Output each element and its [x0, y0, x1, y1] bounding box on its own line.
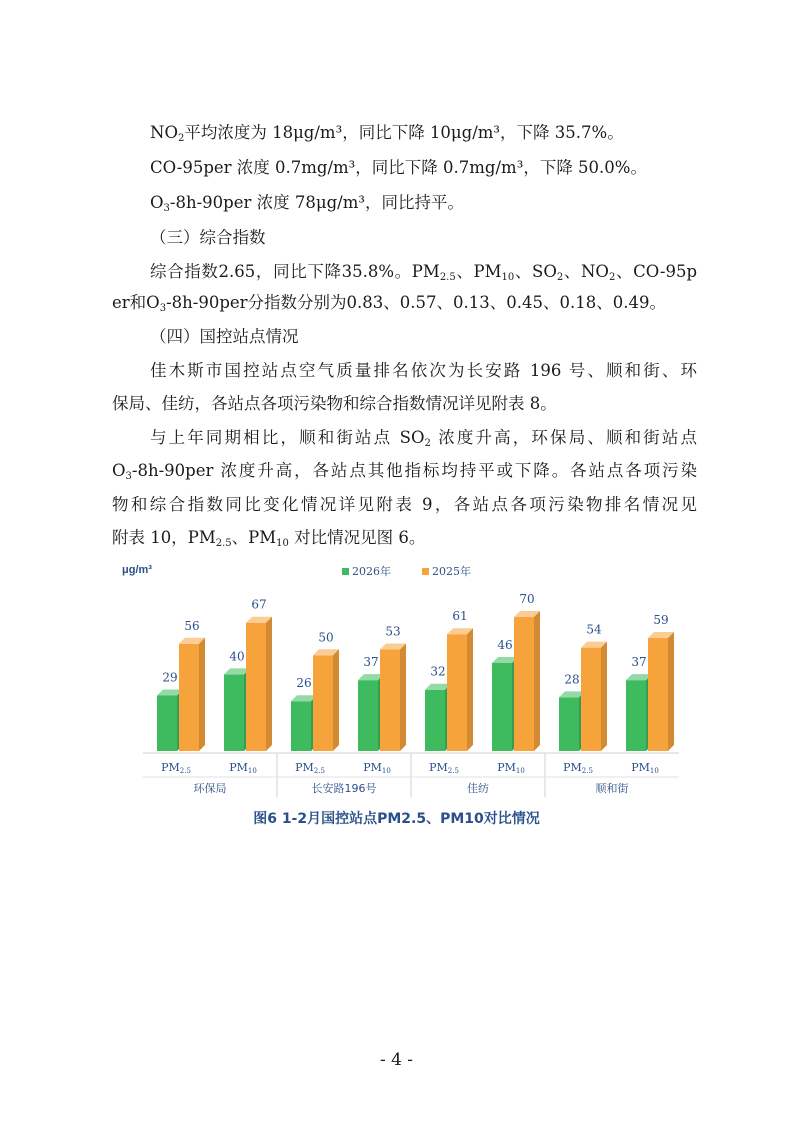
bar-chart [110, 555, 705, 805]
x-tick-label: PM10 [363, 761, 391, 775]
paragraph-compare-line2 [112, 460, 697, 482]
bar-2025 [313, 655, 333, 751]
text: -8h-90per分指数分别为0.83、0.57、0.13、0.45、0.18、0.49。 [166, 293, 666, 312]
text: 、PM [455, 262, 502, 281]
bar-2025-side [333, 649, 339, 751]
bar-2025-side [266, 617, 272, 751]
bar-2026 [157, 695, 177, 751]
data-label: 26 [296, 676, 312, 691]
bar-2025 [514, 617, 534, 751]
text: NO [150, 123, 178, 142]
bar-2026 [626, 680, 646, 751]
bar-2026 [291, 701, 311, 751]
x-tick-label: PM2.5 [429, 761, 459, 775]
legend-swatch [342, 568, 349, 575]
bar-2025 [380, 650, 400, 751]
text: O [112, 461, 126, 480]
legend-label: 2025年 [432, 565, 471, 578]
text: 与上年同期相比，顺和街站点 SO [150, 428, 425, 447]
subscript: 2.5 [215, 538, 232, 549]
text: 、SO [514, 262, 557, 281]
data-label: 50 [318, 630, 334, 645]
bar-2025 [447, 634, 467, 751]
bar-2025 [179, 644, 199, 751]
chart-svg [110, 555, 705, 805]
data-label: 67 [251, 597, 267, 612]
x-group-label: 环保局 [193, 782, 227, 795]
bar-2025-side [199, 638, 205, 751]
bar-2025 [246, 623, 266, 751]
legend-label: 2026年 [352, 565, 391, 578]
paragraph-index-line1 [150, 261, 697, 283]
x-tick-label: PM2.5 [563, 761, 593, 775]
data-label: 54 [586, 622, 602, 637]
paragraph-index-line2 [112, 292, 666, 314]
section-heading-composite-index: （三）综合指数 [150, 228, 266, 247]
bar-2025-side [601, 642, 607, 751]
bar-2025-side [534, 611, 540, 751]
subscript: 2.5 [439, 272, 456, 283]
data-label: 46 [497, 637, 513, 652]
bar-2025-side [400, 644, 406, 751]
text: -8h-90per 浓度升高，各站点其他指标均持平或下降。各站点各项污染 [131, 461, 697, 480]
legend-swatch [422, 568, 429, 575]
subscript: 2 [424, 438, 431, 449]
text: 综合指数2.65，同比下降35.8%。PM [150, 262, 440, 281]
bar-2025-side [668, 632, 674, 751]
data-label: 61 [452, 609, 468, 624]
section-heading-stations: （四）国控站点情况 [150, 327, 299, 346]
paragraph-no2 [150, 122, 624, 144]
subscript: 3 [125, 471, 132, 482]
text: 浓度升高，环保局、顺和街站点 [430, 428, 698, 447]
paragraph-o3 [150, 192, 464, 214]
x-tick-label: PM2.5 [161, 761, 191, 775]
subscript: 2 [177, 133, 185, 144]
data-label: 37 [631, 655, 647, 670]
page-number: - 4 - [379, 1050, 414, 1070]
text: 附表 10，PM [112, 528, 216, 547]
x-group-label: 佳纺 [467, 782, 489, 795]
paragraph-compare-line1 [150, 427, 697, 449]
figure-caption: 图6 1-2月国控站点PM2.5、PM10对比情况 [253, 811, 540, 827]
subscript: 10 [276, 538, 289, 549]
text: 、CO-95p [615, 262, 698, 281]
x-tick-label: PM10 [497, 761, 525, 775]
x-tick-label: PM10 [631, 761, 659, 775]
bar-2026 [559, 697, 579, 751]
paragraph-co: CO-95per 浓度 0.7mg/m³，同比下降 0.7mg/m³，下降 50.0%。 [150, 158, 647, 177]
bar-2026 [224, 674, 244, 751]
subscript: 10 [501, 272, 515, 283]
subscript: 2 [608, 272, 616, 283]
subscript: 3 [159, 303, 167, 314]
data-label: 29 [162, 670, 178, 685]
bar-2026 [425, 690, 445, 751]
x-group-label: 长安路196号 [311, 782, 377, 795]
x-group-label: 顺和街 [595, 782, 629, 795]
data-label: 53 [385, 624, 401, 639]
text: 、NO [563, 262, 609, 281]
data-label: 40 [229, 649, 245, 664]
bar-2025 [581, 648, 601, 751]
data-label: 59 [653, 613, 669, 628]
subscript: 2 [556, 272, 564, 283]
bar-2025-side [467, 628, 473, 751]
bar-2026 [358, 680, 378, 751]
bar-2026 [492, 663, 512, 751]
x-tick-label: PM2.5 [295, 761, 325, 775]
data-label: 70 [519, 592, 535, 606]
paragraph-rank-line2: 保局、佳纺，各站点各项污染物和综合指数情况详见附表 8。 [112, 394, 557, 413]
bar-2025 [648, 638, 668, 751]
subscript: 3 [163, 203, 170, 214]
paragraph-compare-line3: 物和综合指数同比变化情况详见附表 9，各站点各项污染物排名情况见 [112, 495, 697, 514]
text: O [150, 193, 164, 212]
paragraph-compare-line4 [112, 527, 425, 549]
text: 平均浓度为 18μg/m³，同比下降 10μg/m³，下降 35.7%。 [184, 123, 624, 142]
data-label: 37 [363, 655, 379, 670]
text: 对比情况见图 6。 [288, 528, 426, 547]
text: -8h-90per 浓度 78μg/m³，同比持平。 [169, 193, 464, 212]
data-label: 28 [564, 672, 580, 687]
paragraph-rank-line1: 佳木斯市国控站点空气质量排名依次为长安路 196 号、顺和街、环 [150, 361, 697, 380]
x-tick-label: PM10 [229, 761, 257, 775]
text: 、PM [231, 528, 277, 547]
y-axis-unit-label: μg/m³ [122, 564, 152, 576]
data-label: 32 [430, 664, 446, 679]
text: er和O [112, 293, 160, 312]
data-label: 56 [184, 618, 200, 633]
